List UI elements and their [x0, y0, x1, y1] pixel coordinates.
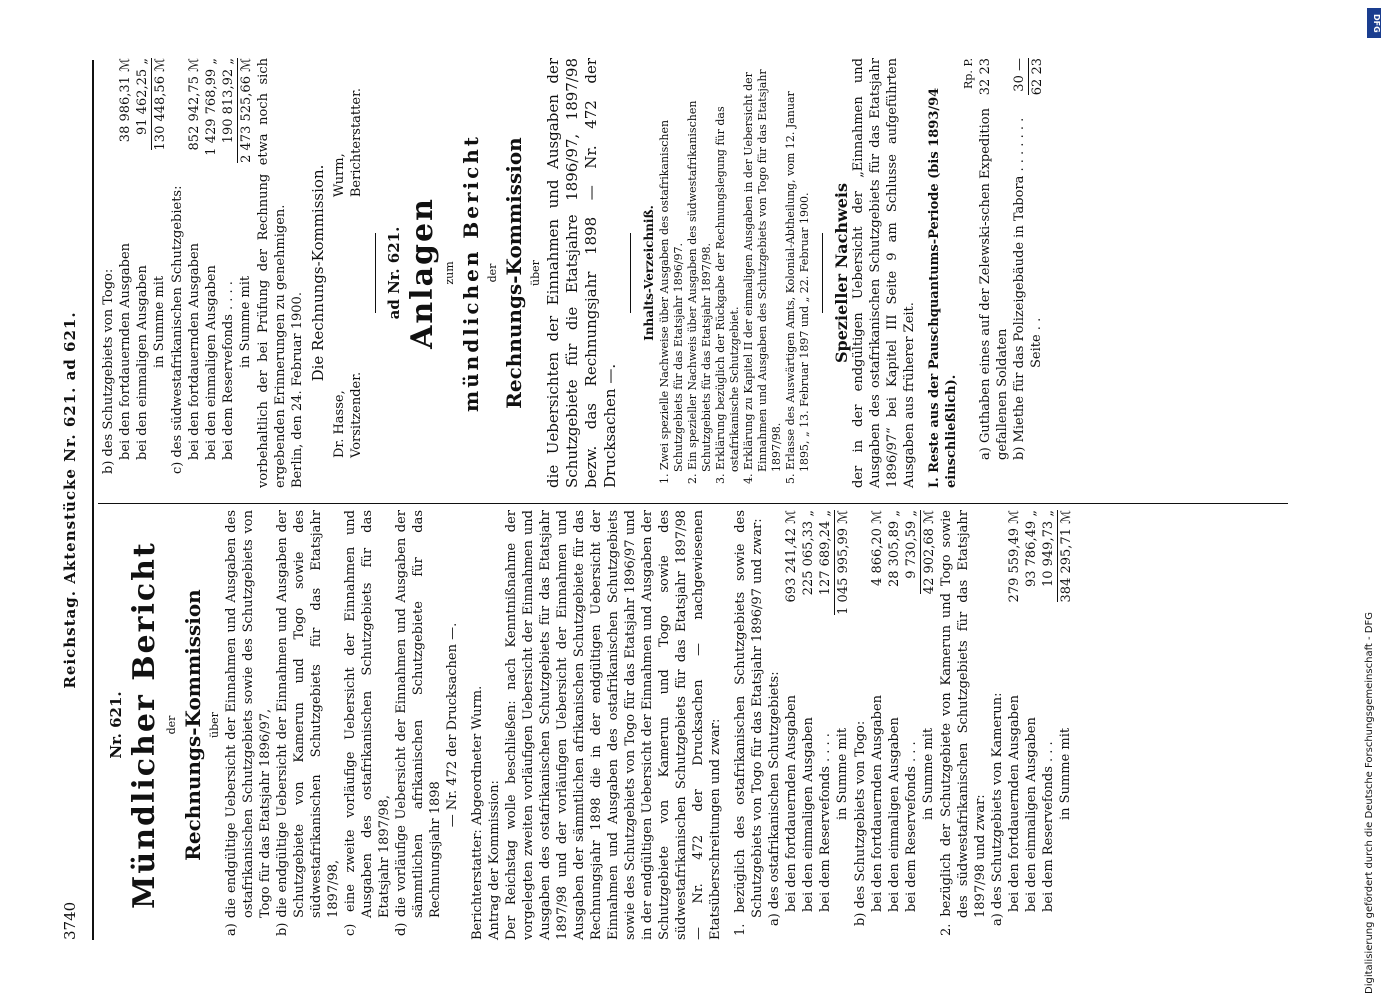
nachweis-text: der in der endgültigen Uebersicht der „Einnahmen und Ausgaben des ostafrikanischen Schutzgebiets für das Etatsjahr 1896/97“ bei Kapitel III Seite 9 am Schlusse aufgeführten Ausgaben aus früherer Zeit.: [851, 58, 917, 488]
subject-item-d: d) die vorläufige Uebersicht der Einnahmen und Ausgaben der sämmtlichen afrikanischen Schutzgebiete für das Rechnungsjahr 1898: [394, 510, 443, 936]
der-label: der: [165, 715, 178, 735]
section-1b-heading: b) des Schutzgebiets von Togo:: [853, 720, 868, 926]
commission-title: Rechnungs-Kommission: [502, 137, 526, 409]
subject-text: die Uebersichten der Einnahmen und Ausgaben der Schutzgebiete für die Etatsjahre 1896/97, 1897/98 bezw. das Rechnungsjahr 1898 — Nr. 472 der Drucksachen —.: [544, 58, 619, 488]
zum-label: zum: [443, 261, 456, 285]
section-2-intro: 2. bezüglich der Schutzgebiete von Kamerun und Togo sowie des südwestafrikanischen Schutzgebiets für das Etatsjahr 1897/98 und zwar:: [939, 510, 988, 936]
report-number: Nr. 621.: [107, 691, 125, 759]
table-row: bei den fortdauernden Ausgaben 693 241,42 ℳ: [784, 510, 799, 912]
subject-item-c: c) eine zweite vorläufige Uebersicht der Einnahmen und Ausgaben des ostafrikanischen Schutzgebiets für das Etatsjahr 1897/98,: [343, 510, 392, 936]
section-2b-heading: b) des Schutzgebiets von Togo:: [101, 268, 116, 474]
list-item: 2. Ein spezieller Nachweis über Ausgaben des südwestafrikanischen Schutzgebiets für das Etatsjahr 1897/98.: [686, 100, 713, 484]
table-row: bei dem Reservefonds . . . 9 730,59 „: [904, 510, 919, 912]
contents-title: Inhalts-Verzeichniß.: [642, 205, 656, 341]
table-row: bei dem Reservefonds . . . . 190 813,92 „: [221, 58, 236, 460]
table-row: bei den einmaligen Ausgaben 225 065,33 „: [801, 510, 816, 912]
section-2a-heading: a) des Schutzgebiets von Kamerun:: [990, 692, 1005, 926]
subject-item-a: a) die endgültige Uebersicht der Einnahmen und Ausgaben des ostafrikanischen Schutzgebiets sowie des Schutzgebiets von Togo für das Etatsjahr 1896/97,: [224, 510, 273, 936]
signature-chair-role: Vorsitzender.: [349, 371, 364, 458]
date-line: Berlin, den 24. Februar 1900.: [290, 292, 305, 488]
antrag-text: Der Reichstag wolle beschließen: nach Kenntnißnahme der vorgelegten zweiten vorläufigen Uebersicht der Einnahmen und Ausgaben des ostafrikanischen Schutzgebiets für das Etatsjahr 1897/98 und der vorläufigen Uebersicht der Einnahmen und Ausgaben der sämmtlichen afrikanischen Schutzgebiete für das Rechnungsjahr 1898 die in der endgültigen Uebersicht der Einnahmen und Ausgaben des ostafrikanischen Schutzgebiets sowie des Schutzgebiets von Togo für das Etatsjahr 1896/97 und in der endgültigen Uebersicht der Einnahmen und Ausgaben der Schutzgebiete von Kamerun und Togo sowie des südwestafrikanischen Schutzgebiets für das Etatsjahr 1897/98 — Nr. 472 der Drucksachen — nachgewiesenen Etatsüberschreitungen und zwar:: [504, 510, 723, 940]
table-row: bei den fortdauernden Ausgaben 38 986,31 ℳ: [118, 58, 133, 460]
sum-row: in Summe mit 2 473 525,66 ℳ: [238, 58, 254, 368]
table-row: bei den einmaligen Ausgaben 28 305,89 „: [887, 510, 902, 912]
muendlichen-bericht-title: mündlichen Bericht: [459, 133, 483, 413]
signatures: [331, 58, 365, 488]
digitization-footer: [1364, 6, 1380, 994]
drucksache-ref: — Nr. 472 der Drucksachen —.: [445, 622, 460, 828]
sum-row: in Summe mit 42 902,68 ℳ: [921, 510, 937, 820]
column-divider: [98, 503, 1288, 504]
anlagen-title: Anlagen: [405, 197, 440, 349]
ueber-label: über: [529, 260, 542, 286]
header-rule: [92, 60, 94, 940]
table-row: bei dem Reservefonds . . . . 127 689,24 „: [818, 510, 833, 912]
commission-signature: Die Rechnungs-Kommission.: [309, 164, 327, 382]
table-row: b) Miethe für das Polizeigebäude in Tabora . . . . . . . 30 —: [1012, 58, 1027, 460]
header-title: Reichstag. Aktenstücke Nr. 621. ad 621.: [61, 311, 79, 689]
section-1-intro: 1. bezüglich des ostafrikanischen Schutzgebiets sowie des Schutzgebiets von Togo für das Etatsjahr 1896/97 und zwar:: [733, 510, 765, 936]
table-row: bei den fortdauernden Ausgaben 852 942,75 ℳ: [187, 58, 202, 460]
list-item: 5. Erlasse des Auswärtigen Amts, Kolonial-Abtheilung, vom 12. Januar 1895, „ 13. Februar 1897 und „ 22. Februar 1900.: [784, 91, 811, 484]
table-row: bei den fortdauernden Ausgaben 279 559,49 ℳ: [1007, 510, 1022, 912]
list-item: 4. Erklärung zu Kapitel II der einmaligen Ausgaben in der Uebersicht der Einnahmen und Ausgaben des Schutzgebiets von Togo für das Etatsjahr 1897/98.: [742, 69, 783, 484]
table-row: bei den einmaligen Ausgaben 1 429 768,99 „: [204, 58, 219, 460]
table-row: bei dem Reservefonds . . . 10 949,73 „: [1041, 510, 1056, 912]
rp-header: Rp. P.: [962, 58, 975, 89]
signature-chair-name: Dr. Hasse,: [332, 390, 347, 458]
antrag-heading: Antrag der Kommission:: [487, 780, 502, 940]
sum-row: in Summe mit 130 448,56 ℳ: [152, 58, 168, 368]
reporter-line: Berichterstatter: Abgeordneter Wurm.: [470, 685, 485, 940]
vorbehalt-text: vorbehaltlich der bei Prüfung der Rechnung etwa noch sich ergebenden Erinnerungen zu genehmigen.: [256, 58, 288, 488]
sum-row: Seite . . 62 23: [1029, 58, 1045, 368]
footer-text: Digitalisierung gefördert durch die Deutsche Forschungsgemeinschaft - DFG: [1364, 611, 1375, 994]
left-column: [100, 510, 1075, 940]
right-column: [100, 58, 1046, 488]
signature-reporter-name: Wurm,: [332, 153, 347, 198]
table-row: bei den fortdauernden Ausgaben 4 866,20 ℳ: [870, 510, 885, 912]
report-title: Mündlicher Bericht: [127, 541, 162, 909]
subject-item-b: b) die endgültige Uebersicht der Einnahmen und Ausgaben der Schutzgebiete von Kamerun und Togo sowie des südwestafrikanischen Schutzgebiets für das Etatsjahr 1897/98,: [275, 510, 341, 936]
reste-title: I. Reste aus der Pauschquantums-Periode (bis 1893/94 einschließlich).: [927, 87, 959, 488]
table-of-contents: [658, 58, 812, 488]
nachweis-title: Spezieller Nachweis: [832, 183, 851, 364]
section-1a-heading: a) des ostafrikanischen Schutzgebiets:: [767, 671, 782, 926]
signature-reporter-role: Berichterstatter.: [349, 88, 364, 198]
sum-row: in Summe mit 1 045 995,99 ℳ: [835, 510, 851, 820]
dfg-logo: DFG: [1367, 8, 1381, 38]
page-number: 3740: [61, 901, 79, 940]
table-row: a) Guthaben eines auf der Zelewski-schen Expedition gefallenen Soldaten 32 23: [978, 58, 1010, 460]
ad-number: ad Nr. 621.: [385, 226, 403, 320]
section-2c-heading: c) des südwestafrikanischen Schutzgebiets:: [170, 185, 185, 474]
ueber-label: über: [208, 712, 221, 738]
page-header: [55, 60, 89, 940]
sum-row: in Summe mit 384 295,71 ℳ: [1058, 510, 1074, 820]
table-row: bei den einmaligen Ausgaben 91 462,25 „: [135, 58, 150, 460]
list-item: 1. Zwei spezielle Nachweise über Ausgaben des ostafrikanischen Schutzgebiets für das Etatsjahr 1896/97.: [658, 119, 685, 484]
der-label: der: [486, 263, 499, 283]
list-item: 3. Erklärung bezüglich der Rückgabe der Rechnungslegung für das ostafrikanische Schutzgebiet.: [714, 106, 741, 484]
commission-title: Rechnungs-Kommission: [181, 589, 205, 861]
table-row: bei den einmaligen Ausgaben 93 786,49 „: [1024, 510, 1039, 912]
